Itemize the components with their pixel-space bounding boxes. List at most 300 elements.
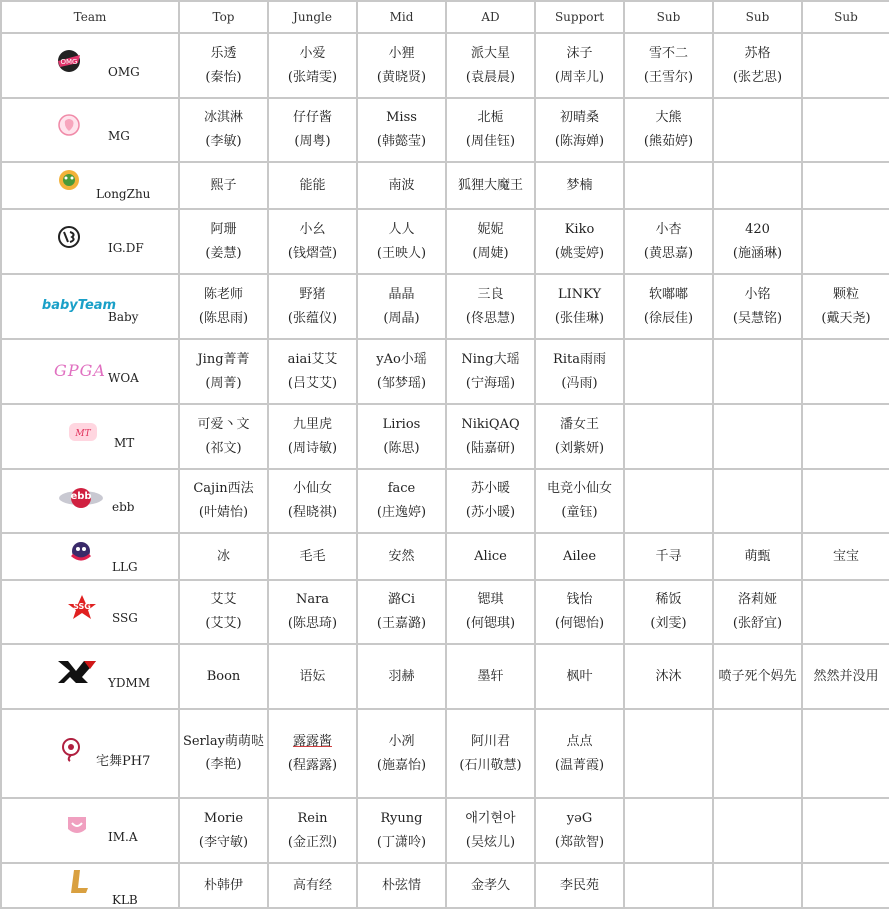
player-cell-sub-2 — [713, 863, 802, 908]
player-cell-mid — [357, 339, 446, 404]
player-nick: 电竞小仙女 — [546, 481, 612, 496]
player-cell-sub-3 — [802, 98, 889, 162]
player-nick: 雪不二 — [648, 45, 688, 61]
player-nick: 晶晶 — [388, 286, 415, 302]
player-nick: 仔仔酱 — [292, 110, 332, 125]
player-real-name: (周晶) — [383, 310, 420, 326]
player-nick: 洛莉娅 — [737, 592, 777, 607]
player-real-name: (李守敏) — [198, 834, 249, 850]
player-real-name: (宁海瑶) — [465, 375, 516, 391]
player-nick: 李民苑 — [559, 877, 599, 893]
player-real-name: (周菁) — [205, 375, 242, 391]
team-cell — [1, 709, 179, 798]
player-cell-ad — [446, 863, 535, 908]
player-nick: 梦楠 — [566, 177, 593, 193]
player-nick: 千寻 — [655, 548, 682, 564]
team-cell — [1, 469, 179, 533]
player-nick: 钱怡 — [566, 592, 593, 607]
player-cell-sub-1 — [624, 863, 713, 908]
player-cell-mid — [357, 580, 446, 644]
team-name: MG — [108, 129, 130, 143]
player-cell-support — [535, 404, 624, 469]
player-cell-ad — [446, 274, 535, 339]
player-real-name: (吴慧铭) — [732, 310, 783, 326]
team-cell — [1, 98, 179, 162]
player-cell-mid — [357, 469, 446, 533]
player-nick: Rein — [297, 810, 328, 826]
player-real-name: (金正烈) — [287, 834, 338, 850]
player-nick: 艾艾 — [210, 592, 237, 607]
player-cell-top — [179, 709, 268, 798]
team-cell — [1, 339, 179, 404]
player-nick: 羽赫 — [388, 668, 415, 684]
player-real-name: (何锶琪) — [465, 616, 516, 631]
player-nick: 潘女王 — [559, 416, 599, 432]
player-cell-top — [179, 863, 268, 908]
player-real-name: (庄逸婷) — [376, 505, 427, 520]
player-real-name: (叶婧怡) — [198, 505, 249, 520]
player-cell-jungle — [268, 404, 357, 469]
player-cell-support — [535, 533, 624, 580]
player-cell-sub-3 — [802, 209, 889, 274]
player-cell-mid — [357, 709, 446, 798]
player-real-name: (周婕) — [472, 245, 509, 261]
player-cell-jungle — [268, 469, 357, 533]
player-cell-ad — [446, 580, 535, 644]
player-cell-ad — [446, 209, 535, 274]
player-cell-top — [179, 404, 268, 469]
player-real-name: (陆嘉研) — [465, 440, 516, 456]
player-cell-top — [179, 533, 268, 580]
player-cell-support — [535, 863, 624, 908]
player-real-name: (刘紫妍) — [554, 440, 605, 456]
player-nick: 朴弦情 — [381, 877, 421, 893]
baby-team-logo-icon — [41, 293, 117, 319]
player-nick: 420 — [745, 221, 770, 237]
player-cell-top — [179, 469, 268, 533]
player-nick: 枫叶 — [566, 668, 593, 684]
player-cell-sub-2 — [713, 709, 802, 798]
team-name: 宅舞PH7 — [96, 753, 151, 769]
team-row-ssg — [1, 580, 889, 644]
player-nick: Cajin西法 — [193, 481, 254, 496]
player-nick: 然然并没用 — [813, 668, 879, 684]
player-nick: 萌甄 — [744, 548, 771, 564]
player-cell-sub-1 — [624, 798, 713, 863]
player-cell-sub-1 — [624, 339, 713, 404]
player-nick: 野猪 — [299, 286, 326, 302]
ph7-logo-icon — [54, 736, 88, 762]
player-cell-jungle — [268, 339, 357, 404]
player-real-name: (苏小暖) — [465, 505, 516, 520]
player-nick: 小狸 — [388, 45, 415, 61]
player-cell-sub-3 — [802, 33, 889, 98]
player-nick: 北栀 — [477, 110, 504, 125]
player-real-name: (刘雯) — [650, 616, 687, 631]
player-nick: 软嘟嘟 — [648, 286, 688, 302]
player-cell-jungle — [268, 863, 357, 908]
player-cell-sub-3 — [802, 533, 889, 580]
player-real-name: (艾艾) — [205, 616, 242, 631]
player-real-name: (周诗敏) — [287, 440, 338, 456]
player-cell-sub-2 — [713, 274, 802, 339]
player-cell-support — [535, 98, 624, 162]
ydmm-logo-icon — [56, 659, 100, 685]
team-cell — [1, 580, 179, 644]
player-cell-sub-1 — [624, 709, 713, 798]
player-nick: 小爱 — [299, 45, 326, 61]
header-team: Team — [1, 1, 179, 33]
player-cell-sub-1 — [624, 98, 713, 162]
team-row-igdf — [1, 209, 889, 274]
header-jungle: Jungle — [268, 1, 357, 33]
player-cell-sub-3 — [802, 469, 889, 533]
player-nick: 南波 — [388, 177, 415, 193]
player-real-name: (王雪尔) — [643, 69, 694, 85]
player-cell-sub-1 — [624, 162, 713, 209]
player-nick: 冰淇淋 — [203, 110, 243, 125]
player-real-name: (周粤) — [294, 134, 331, 149]
player-real-name: (韩懿莹) — [376, 134, 427, 149]
ebb-logo-text: ebb — [70, 491, 92, 502]
player-cell-ad — [446, 33, 535, 98]
player-nick: 阿珊 — [210, 221, 237, 237]
player-cell-top — [179, 98, 268, 162]
player-real-name: (黄晓贤) — [376, 69, 427, 85]
player-cell-jungle — [268, 798, 357, 863]
player-cell-jungle — [268, 209, 357, 274]
player-real-name: (姜慧) — [205, 245, 242, 261]
player-nick: 露露酱 — [292, 733, 332, 749]
player-cell-ad — [446, 798, 535, 863]
player-real-name: (佟思慧) — [465, 310, 516, 326]
player-nick: 初晴桑 — [559, 110, 599, 125]
team-cell — [1, 863, 179, 908]
player-nick: 三良 — [477, 286, 504, 302]
player-nick: Ning大瑶 — [461, 351, 520, 367]
baby-team-logo-text: babyTeam — [41, 297, 117, 313]
ebb-logo-icon — [56, 485, 106, 511]
player-cell-top — [179, 644, 268, 709]
header-sub-2: Sub — [713, 1, 802, 33]
player-cell-ad — [446, 404, 535, 469]
ig-df-logo-icon — [52, 224, 86, 250]
player-nick: 狐狸大魔王 — [457, 177, 523, 193]
player-nick: 妮妮 — [477, 221, 504, 237]
player-nick: face — [387, 481, 416, 496]
team-name: LLG — [112, 559, 138, 574]
team-cell — [1, 644, 179, 709]
team-row-mg — [1, 98, 889, 162]
player-cell-support — [535, 274, 624, 339]
player-real-name: (童钰) — [561, 505, 598, 520]
player-cell-top — [179, 798, 268, 863]
mg-logo-icon — [52, 112, 86, 138]
player-real-name: (张佳琳) — [554, 310, 605, 326]
player-cell-sub-3 — [802, 274, 889, 339]
player-cell-ad — [446, 162, 535, 209]
player-cell-mid — [357, 98, 446, 162]
player-real-name: (徐辰佳) — [643, 310, 694, 326]
team-cell — [1, 274, 179, 339]
team-name: KLB — [112, 892, 138, 907]
player-cell-mid — [357, 404, 446, 469]
player-nick: Morie — [203, 810, 244, 826]
player-real-name: (吕艾艾) — [287, 375, 338, 391]
player-cell-support — [535, 339, 624, 404]
player-real-name: (张蕴仪) — [287, 310, 338, 326]
team-name: OMG — [108, 64, 140, 79]
player-cell-mid — [357, 274, 446, 339]
svg-text:OMG: OMG — [60, 57, 78, 66]
player-cell-support — [535, 580, 624, 644]
player-cell-mid — [357, 209, 446, 274]
klb-logo-icon — [62, 868, 96, 894]
team-row-omg — [1, 33, 889, 98]
player-nick: aiai艾艾 — [287, 351, 338, 367]
player-nick: 锶琪 — [477, 592, 504, 607]
player-cell-mid — [357, 644, 446, 709]
player-nick: Serlay萌萌哒 — [182, 733, 265, 749]
player-cell-sub-3 — [802, 580, 889, 644]
player-cell-sub-1 — [624, 33, 713, 98]
player-nick: 能能 — [299, 177, 326, 193]
player-cell-support — [535, 162, 624, 209]
player-cell-top — [179, 209, 268, 274]
player-cell-sub-2 — [713, 469, 802, 533]
player-cell-sub-2 — [713, 798, 802, 863]
team-row-llg — [1, 533, 889, 580]
player-cell-top — [179, 274, 268, 339]
header-row — [1, 1, 889, 33]
player-real-name: (祁文) — [205, 440, 242, 456]
team-row-woa — [1, 339, 889, 404]
team-cell — [1, 533, 179, 580]
player-cell-jungle — [268, 162, 357, 209]
player-cell-sub-2 — [713, 33, 802, 98]
player-cell-sub-1 — [624, 644, 713, 709]
player-nick: 熙子 — [210, 177, 237, 193]
team-name: IM.A — [108, 829, 138, 844]
player-nick: 小幺 — [299, 221, 326, 237]
player-nick: 朴韩伊 — [203, 877, 243, 893]
player-real-name: (李艳) — [205, 756, 242, 772]
player-cell-top — [179, 162, 268, 209]
longzhu-logo-icon — [52, 166, 86, 192]
player-real-name: (邹梦瑶) — [376, 375, 427, 391]
player-cell-jungle — [268, 98, 357, 162]
player-cell-sub-3 — [802, 162, 889, 209]
player-nick: 高有经 — [292, 877, 332, 893]
player-nick: Rita雨雨 — [553, 351, 606, 367]
player-nick: 九里虎 — [292, 416, 332, 432]
player-real-name: (程晓祺) — [287, 505, 338, 520]
player-real-name: (王嘉潞) — [376, 616, 427, 631]
player-nick: 阿川君 — [470, 733, 510, 749]
player-real-name: (施嘉怡) — [376, 757, 427, 773]
player-nick: 可爱丶文 — [197, 416, 250, 432]
team-row-ph7 — [1, 709, 889, 798]
player-cell-sub-2 — [713, 644, 802, 709]
omg-logo-icon — [52, 48, 86, 74]
svg-text:MT: MT — [75, 428, 91, 439]
player-nick: 冰 — [216, 548, 230, 564]
team-name: MT — [114, 435, 135, 450]
player-cell-sub-1 — [624, 404, 713, 469]
player-cell-sub-3 — [802, 339, 889, 404]
player-real-name: (张靖雯) — [287, 69, 338, 85]
ima-logo-icon — [60, 813, 94, 839]
team-name: WOA — [108, 370, 139, 385]
player-cell-sub-3 — [802, 863, 889, 908]
player-nick: 喷子死个妈先 — [718, 668, 797, 684]
player-cell-sub-2 — [713, 98, 802, 162]
player-cell-support — [535, 469, 624, 533]
player-cell-sub-2 — [713, 533, 802, 580]
player-cell-top — [179, 33, 268, 98]
team-name: Baby — [108, 309, 139, 324]
player-real-name: (王映人) — [376, 245, 427, 261]
player-nick: 小杏 — [655, 221, 682, 237]
player-cell-sub-1 — [624, 469, 713, 533]
player-real-name: (程露露) — [287, 757, 338, 773]
player-nick: 小冽 — [388, 733, 415, 749]
player-nick: 苏格 — [744, 45, 771, 61]
player-cell-top — [179, 580, 268, 644]
player-real-name: (陈思雨) — [198, 310, 249, 326]
team-name: IG.DF — [108, 240, 144, 255]
player-cell-support — [535, 33, 624, 98]
player-nick: Miss — [386, 110, 417, 125]
player-cell-top — [179, 339, 268, 404]
player-cell-support — [535, 644, 624, 709]
player-real-name: (温菁霞) — [554, 757, 605, 773]
player-nick: 安然 — [388, 548, 415, 564]
team-cell — [1, 33, 179, 98]
player-cell-sub-3 — [802, 404, 889, 469]
player-nick: 大熊 — [655, 110, 682, 125]
player-cell-jungle — [268, 644, 357, 709]
player-cell-ad — [446, 469, 535, 533]
player-real-name: (袁晨晨) — [465, 69, 516, 85]
player-nick: 宝宝 — [832, 548, 859, 564]
player-cell-mid — [357, 863, 446, 908]
player-cell-mid — [357, 33, 446, 98]
player-nick: 苏小暖 — [470, 481, 510, 496]
header-sub-1: Sub — [624, 1, 713, 33]
player-cell-jungle — [268, 580, 357, 644]
player-real-name: (周佳钰) — [465, 134, 516, 149]
player-cell-sub-2 — [713, 404, 802, 469]
woa-logo-text: GPGA — [54, 360, 106, 380]
player-real-name: (施涵琳) — [732, 245, 783, 261]
mt-logo-icon — [66, 419, 100, 445]
player-nick: 小铭 — [744, 286, 771, 302]
ssg-logo-text: SSG — [73, 602, 91, 611]
player-real-name: (石川敬慧) — [459, 757, 522, 773]
player-real-name: (吴炫儿) — [465, 834, 516, 850]
player-nick: Nara — [295, 592, 330, 607]
player-cell-sub-1 — [624, 580, 713, 644]
player-nick: Ryung — [380, 810, 423, 826]
player-real-name: (何锶怡) — [554, 616, 605, 631]
player-nick: 墨轩 — [477, 668, 504, 684]
player-real-name: (丁潇呤) — [376, 834, 427, 850]
player-cell-sub-1 — [624, 209, 713, 274]
team-cell — [1, 404, 179, 469]
player-cell-sub-3 — [802, 798, 889, 863]
header-mid: Mid — [357, 1, 446, 33]
player-real-name: (李敏) — [205, 134, 242, 149]
player-cell-jungle — [268, 33, 357, 98]
player-real-name: (周幸儿) — [554, 69, 605, 85]
player-nick: 稀饭 — [655, 592, 682, 607]
player-cell-sub-2 — [713, 580, 802, 644]
player-real-name: (钱熠萱) — [287, 245, 338, 261]
player-cell-jungle — [268, 709, 357, 798]
player-real-name: (戴天尧) — [821, 310, 871, 326]
player-nick: NikiQAQ — [461, 416, 520, 432]
player-nick: 语妘 — [299, 668, 326, 684]
player-nick: Lirios — [382, 416, 421, 432]
header-sub-3: Sub — [802, 1, 889, 33]
player-nick: 人人 — [388, 221, 415, 237]
player-cell-sub-3 — [802, 709, 889, 798]
team-cell — [1, 798, 179, 863]
player-nick: 点点 — [566, 733, 593, 749]
player-nick: 沫子 — [566, 45, 593, 61]
player-cell-ad — [446, 339, 535, 404]
player-nick: Alice — [474, 548, 507, 564]
llg-logo-icon — [64, 539, 98, 565]
team-row-ydmm — [1, 644, 889, 709]
player-cell-mid — [357, 162, 446, 209]
player-cell-support — [535, 209, 624, 274]
player-real-name: (陈海婵) — [554, 134, 605, 149]
player-nick: 小仙女 — [292, 481, 332, 496]
player-nick: 颗粒 — [832, 286, 859, 302]
player-nick: 毛毛 — [299, 548, 326, 564]
header-ad: AD — [446, 1, 535, 33]
player-cell-jungle — [268, 274, 357, 339]
player-nick: 潞Ci — [387, 592, 416, 607]
player-cell-sub-1 — [624, 533, 713, 580]
player-nick: 애기현아 — [465, 810, 516, 826]
header-support: Support — [535, 1, 624, 33]
header-top: Top — [179, 1, 268, 33]
player-cell-mid — [357, 533, 446, 580]
player-real-name: (姚雯婷) — [554, 245, 605, 261]
player-real-name: (秦怡) — [205, 69, 242, 85]
player-real-name: (熊茹婷) — [643, 134, 694, 149]
player-cell-ad — [446, 709, 535, 798]
team-row-baby — [1, 274, 889, 339]
team-row-ebb — [1, 469, 889, 533]
player-nick: Kiko — [564, 221, 595, 237]
player-nick: 派大星 — [470, 45, 510, 61]
player-cell-sub-2 — [713, 339, 802, 404]
player-cell-support — [535, 709, 624, 798]
player-nick: 陈老师 — [203, 286, 243, 302]
player-cell-jungle — [268, 533, 357, 580]
player-cell-sub-3 — [802, 644, 889, 709]
team-name: LongZhu — [96, 186, 151, 201]
team-name: ebb — [112, 500, 135, 514]
player-real-name: (张舒宜) — [732, 616, 783, 631]
player-real-name: (黄思嘉) — [643, 245, 694, 261]
team-cell — [1, 162, 179, 209]
player-nick: 乐透 — [210, 45, 237, 61]
